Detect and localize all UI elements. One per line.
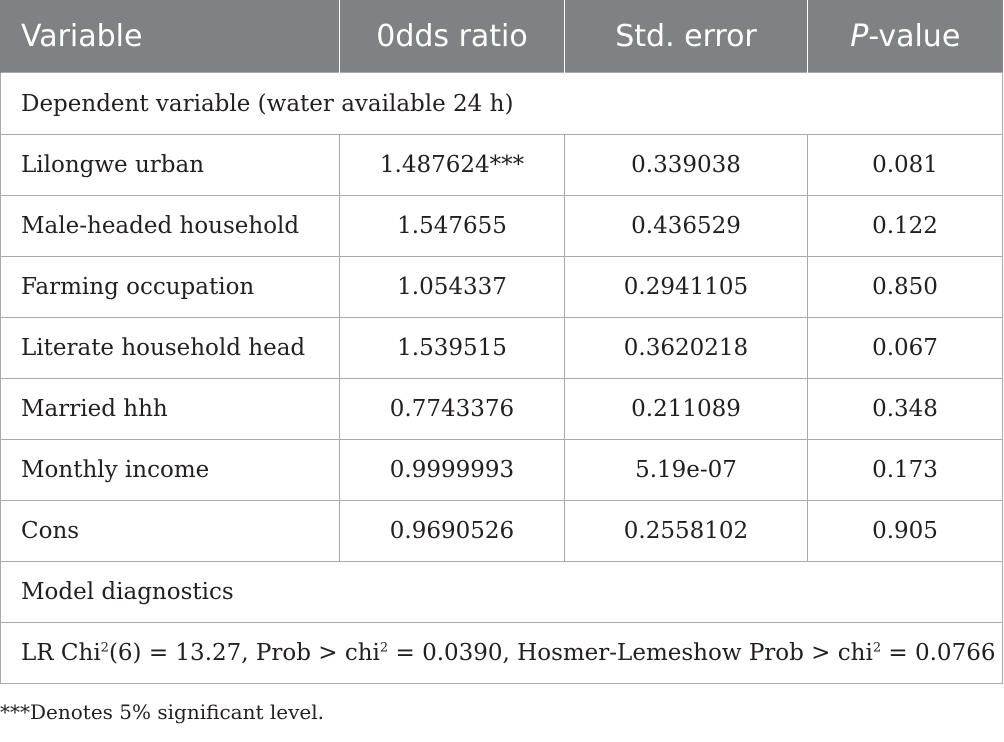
diagnostics-sup-3: 2 (872, 640, 882, 656)
cell-std-error: 0.211089 (565, 379, 808, 440)
cell-variable: Lilongwe urban (1, 135, 340, 196)
header-p-value-italic: P (850, 18, 869, 54)
cell-odds-ratio: 0.9690526 (340, 501, 565, 562)
cell-variable: Married hhh (1, 379, 340, 440)
cell-odds-ratio: 1.487624*** (340, 135, 565, 196)
cell-odds-ratio: 0.9999993 (340, 440, 565, 501)
cell-p-value: 0.122 (808, 196, 1003, 257)
table-header (1, 0, 1003, 73)
footnote: ***Denotes 5% significant level. (0, 700, 324, 724)
cell-std-error: 0.2558102 (565, 501, 808, 562)
table-row (1, 318, 1003, 379)
cell-odds-ratio: 0.7743376 (340, 379, 565, 440)
diagnostics-part-1: LR Chi (21, 640, 101, 666)
diagnostics-row (1, 623, 1003, 684)
cell-variable: Monthly income (1, 440, 340, 501)
section-dependent-label: Dependent variable (water available 24 h) (1, 73, 1003, 135)
header-std-error: Std. error (565, 0, 808, 73)
cell-p-value: 0.081 (808, 135, 1003, 196)
diagnostics-sup-1: 2 (100, 640, 109, 656)
cell-p-value: 0.067 (808, 318, 1003, 379)
cell-std-error: 5.19e-07 (565, 440, 808, 501)
diagnostics-sup-2: 2 (379, 640, 389, 656)
header-variable: Variable (1, 0, 340, 73)
table-row (1, 440, 1003, 501)
table-row (1, 135, 1003, 196)
cell-odds-ratio: 1.054337 (340, 257, 565, 318)
diagnostics-part-3: = 0.0390, Hosmer-Lemeshow Prob > chi (388, 640, 873, 666)
cell-variable: Farming occupation (1, 257, 340, 318)
section-row-diagnostics (1, 562, 1003, 623)
cell-p-value: 0.173 (808, 440, 1003, 501)
cell-variable: Literate household head (1, 318, 340, 379)
diagnostics-part-4: = 0.0766 (881, 640, 996, 666)
table-row (1, 501, 1003, 562)
cell-odds-ratio: 1.547655 (340, 196, 565, 257)
cell-variable: Cons (1, 501, 340, 562)
header-row (1, 0, 1003, 73)
cell-std-error: 0.3620218 (565, 318, 808, 379)
table-body (1, 73, 1003, 684)
cell-p-value: 0.905 (808, 501, 1003, 562)
table-row (1, 257, 1003, 318)
table-row (1, 196, 1003, 257)
section-diagnostics-label: Model diagnostics (1, 562, 1003, 623)
cell-std-error: 0.2941105 (565, 257, 808, 318)
cell-p-value: 0.348 (808, 379, 1003, 440)
header-p-value (808, 0, 1003, 73)
table-row (1, 379, 1003, 440)
cell-variable: Male-headed household (1, 196, 340, 257)
cell-odds-ratio: 1.539515 (340, 318, 565, 379)
diagnostics-part-2: (6) = 13.27, Prob > chi (108, 640, 380, 666)
diagnostics-text (1, 623, 1003, 684)
header-p-value-rest: -value (868, 18, 961, 54)
section-row-dependent (1, 73, 1003, 135)
header-odds-ratio: 0dds ratio (340, 0, 565, 73)
cell-std-error: 0.339038 (565, 135, 808, 196)
cell-std-error: 0.436529 (565, 196, 808, 257)
cell-p-value: 0.850 (808, 257, 1003, 318)
